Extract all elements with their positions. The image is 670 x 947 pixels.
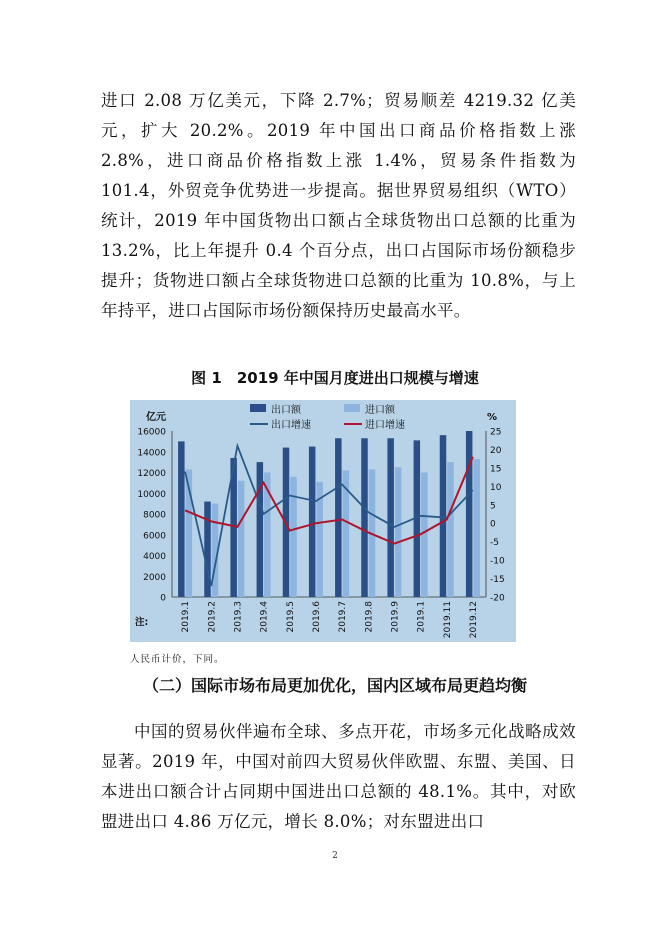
section-heading: （二）国际市场布局更加优化，国内区域布局更趋均衡 <box>142 676 527 695</box>
export-bar <box>335 438 342 597</box>
right-tick-label: -5 <box>490 538 499 549</box>
left-tick-label: 12000 <box>137 469 166 479</box>
x-tick-label: 2019.7 <box>338 601 349 633</box>
legend-swatch <box>250 404 266 412</box>
chart-note: 人民币计价，下同。 <box>130 654 225 665</box>
trade-chart-svg <box>130 400 516 642</box>
x-tick-label: 2019.9 <box>390 601 401 633</box>
legend-label: 出口额 <box>271 405 301 416</box>
import-growth-line <box>185 457 473 544</box>
left-axis-unit: 亿元 <box>146 412 166 423</box>
body-paragraph: 中国的贸易伙伴遍布全球、多点开花，市场多元化战略成效显著。2019 年，中国对前四大贸易伙伴欧盟、东盟、美国、日本进出口额合计占同期中国进出口总额的 48.1%。其中，对欧盟进出口 4.86 万亿元，增长 8.0%；对东盟进出口 <box>101 722 576 831</box>
right-tick-label: 5 <box>490 501 496 512</box>
right-tick-label: 25 <box>490 427 502 438</box>
right-tick-label: 20 <box>490 445 502 456</box>
right-tick-label: -15 <box>490 575 505 586</box>
import-bar <box>421 473 428 598</box>
left-tick-label: 4000 <box>143 552 166 562</box>
chart-note-label: 注: <box>135 617 149 628</box>
page-number: 2 <box>332 851 338 861</box>
legend-label: 进口额 <box>365 405 395 416</box>
right-tick-label: -20 <box>490 593 505 604</box>
trade-chart <box>130 400 516 642</box>
import-bar <box>473 459 480 597</box>
import-bar <box>447 462 454 597</box>
left-tick-label: 2000 <box>143 572 166 583</box>
export-bar <box>440 435 447 597</box>
right-tick-label: -10 <box>490 556 505 567</box>
x-tick-label: 2019.8 <box>364 601 375 633</box>
x-tick-label: 2019.5 <box>285 601 296 633</box>
x-tick-label: 2019.2 <box>207 601 218 633</box>
legend-label: 出口增速 <box>271 420 311 431</box>
export-bar <box>178 441 185 597</box>
legend-label: 进口增速 <box>365 420 405 431</box>
export-bar <box>361 438 368 597</box>
import-bar <box>395 467 402 597</box>
right-tick-label: 0 <box>490 519 496 530</box>
import-bar <box>290 477 297 597</box>
x-tick-label: 2019.6 <box>311 601 322 633</box>
export-bar <box>309 447 316 597</box>
import-bar <box>238 481 245 597</box>
export-bar <box>257 462 264 597</box>
left-tick-label: 6000 <box>143 531 166 542</box>
intro-paragraph: 进口 2.08 万亿美元，下降 2.7%；贸易顺差 4219.32 亿美元，扩大 20.2%。2019 年中国出口商品价格指数上涨 2.8%，进口商品价格指数上涨 1.4%，贸易条件指数为 101.4，外贸竞争优势进一步提高。据世界贸易组织（WTO）统计，2019 年中国货物出口额占全球货物出口总额的比重为 13.2%，比上年提升 0.4 个百分点，出口占国际市场份额稳步提升；货物进口额占全球货物进口总额的比重为 10.8%，与上年持平，进口占国际市场份额保持历史最高水平。 <box>101 91 576 320</box>
figure-title: 图 1 2019 年中国月度进出口规模与增速 <box>191 369 479 387</box>
x-tick-label: 2019.3 <box>233 601 244 633</box>
export-growth-line <box>185 446 473 586</box>
left-tick-label: 14000 <box>137 448 166 459</box>
left-tick-label: 10000 <box>137 489 166 500</box>
right-axis-unit: % <box>487 412 498 423</box>
export-bar <box>387 438 394 597</box>
left-tick-label: 16000 <box>137 427 166 438</box>
left-tick-label: 8000 <box>143 510 166 521</box>
right-tick-label: 10 <box>490 482 502 493</box>
x-tick-label: 2019.11 <box>442 601 453 639</box>
x-tick-label: 2019.4 <box>259 601 270 633</box>
legend-swatch <box>344 404 360 412</box>
x-tick-label: 2019.1 <box>416 601 427 633</box>
left-tick-label: 0 <box>160 593 166 604</box>
right-tick-label: 15 <box>490 464 502 475</box>
x-tick-label: 2019.12 <box>468 601 479 639</box>
x-tick-label: 2019.1 <box>181 601 192 633</box>
export-bar <box>466 431 473 597</box>
